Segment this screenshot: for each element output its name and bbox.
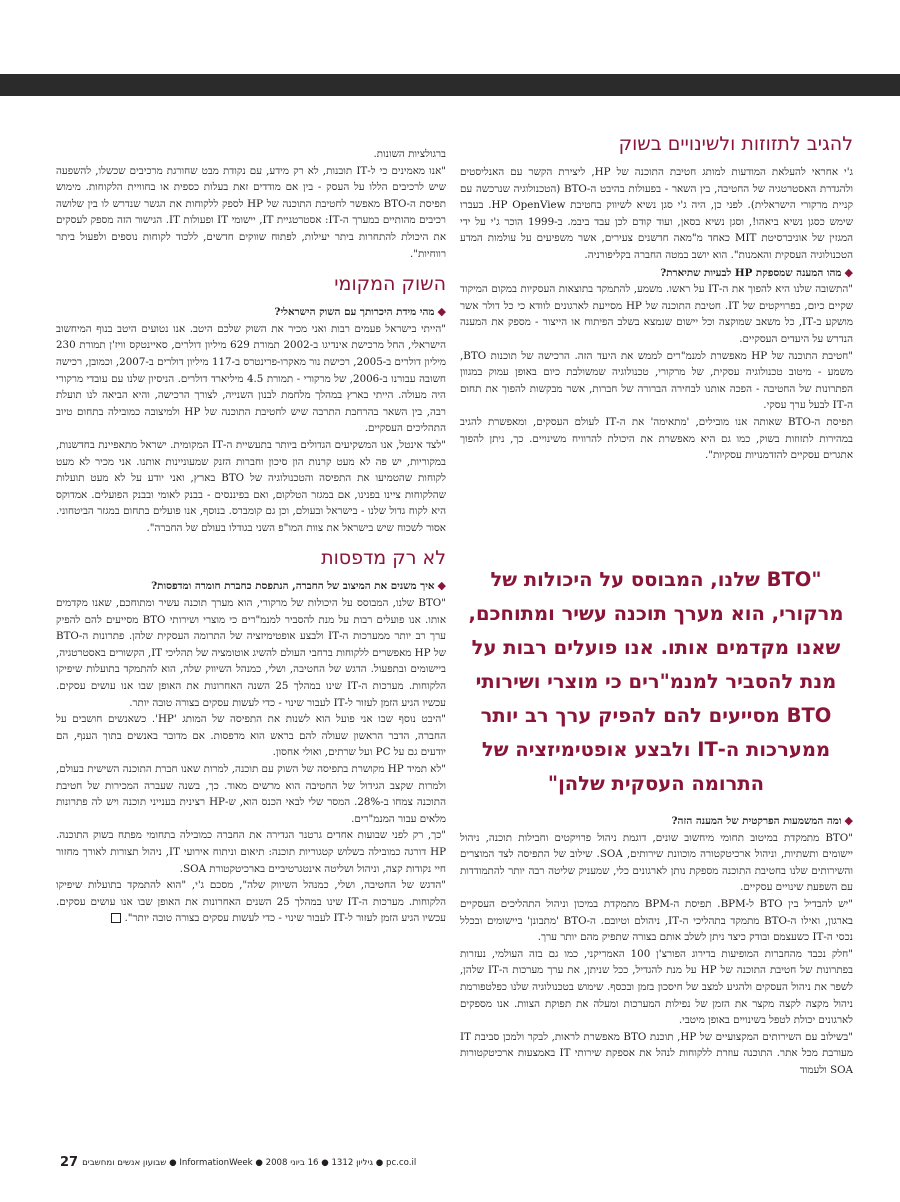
diamond-icon: ◆ bbox=[437, 579, 446, 593]
paragraph: "בשילוב עם השירותים המקצועיים של HP, תוכנת BTO מאפשרת לראות, לבקר ולמכן סביבת IT מעורבת מכל אתר. התוכנה עוזרת ללקוחות לנהל את אספקת שירותי IT באמצעות ארכיטקטורות SOA ולעמוד bbox=[460, 1030, 853, 1076]
left-column bbox=[56, 146, 446, 927]
paragraph: "היבט נוסף שבו אני פועל הוא לשנות את התפיסה של המותג 'HP'. כשאנשים חושבים על החברה, הדבר הראשון שעולה להם בראש הוא מדפסות. אם מדובר באנשים בתוך הענף, הם יודעים גם על PC ועל שרתים, ואולי אחסון. bbox=[56, 713, 446, 759]
diamond-icon: ◆ bbox=[844, 265, 853, 279]
section-title: לא רק מדפסות bbox=[321, 547, 446, 570]
question: ◆איך משנים את המיצוב של החברה, הנתפסת כחברת חומרה ומדפסות? bbox=[151, 579, 446, 593]
paragraph: "הייתי בישראל פעמים רבות ואני מכיר את השוק שלכם היטב. אנו נטועים היטב בנוף המיחשוב הישראלי, החל מרכישת אינדיגו ב-2002 תמורת 629 מיליון דולרים, סאיינטקס וויז'ן תמורת 230 מיליון דולרים ב-2005, רכישת נור מאקרו-פרינטרס ב-117 מיליון דולרים ב-2007, וכמובן, רכישה חשובה עבורנו ב-2006, של מרקורי - תמורת 4.5 מיליארד דולרים. הניסיון שלנו עם עובדי מרקורי היה מעולה. הייתי בארץ במהלך מלחמת לבנון השנייה, לצורך הרכישה, והיא הביאה לנו תועלת רבה, בין השאר בהרחבת התרבה שיש לחטיבת התוכנה של HP ולמיצובה כמובילה בתחום טיוב התהליכים העסקיים. bbox=[56, 322, 447, 435]
diamond-icon: ◆ bbox=[844, 814, 853, 827]
paragraph: "הדגש של החטיבה, ושלי, כמנהל השיווק שלה", מסכם ג'י, "הוא להתמקד בתועלות שיפיקו הלקוחות. מערכות ה-IT שינו במהלך 25 השנים האחרונות את האופן שבו אנו עושים עסקים. עכשיו הגיע הזמן לעזור ל-IT לעבור שינוי - כדי לעשות עסקים בצורה טובה יותר". bbox=[56, 879, 446, 925]
paragraph: "כך, רק לפני שבועות אחדים גרטנר הגדירה את החברה כמובילה בתחומי מפתח בשוק התוכנה. HP דורגה כמובילה בשלוש קטגוריות תוכנה: תיאום וניתוח אירועי IT, ניהול תצורות לאורך מחזור חיי נקודות קצה, וניהול ושליטה אינטגרטיביים בארכיטקטורת SOA. bbox=[56, 829, 447, 875]
paragraph: "BTO שלנו, המבוסס על היכולות של מרקורי, הוא מערך תוכנה עשיר ומתוחכם, שאנו מקדמים אותו. אנו פועלים רבות על מנת להסביר למנמ"רים כי מוצרי ושירותי BTO מסייעים להם להפיק ערך רב יותר ממערכות ה-IT ולבצע אופטימיזציה של התרומה העסקית שלהן. פתרונות ה-BTO של HP מאפשרים ללקוחות ברחבי העולם להשיג אוטומציה של תהליכי IT, הקשורים באסטרטגיה, ביישומים ובתפעול. הדגש של החטיבה, ושלי, כמנהל השיווק שלה, הוא להתמקד בתועלות שיפיקו הלקוחות. מערכות ה-IT שינו במהלך 25 השנה האחרונות את האופן שבו אנו עושים עסקים. עכשיו הגיע הזמן לעזור ל-IT לעבור שינוי - כדי לעשות עסקים בצורה טובה יותר. bbox=[56, 597, 447, 709]
paragraph: "התשובה שלנו היא להפוך את ה-IT על ראשו. משמע, להתמקד בתוצאות העסקיות במקום המיקוד שקיים כיום, בפרויקטים של IT. חטיבת התוכנה של HP מסייעת לארגונים לוודא כי כל דולר אשר מושקע ב-IT, כל משאב שמוקצה וכל יישום שנמצא בשלב הפיתוח או הייצור - מספק את המענה הנדרש על היעדים העסקיים. bbox=[460, 283, 853, 345]
page-number: 27 bbox=[60, 1155, 79, 1170]
paragraph: "BTO מתמקדת במיטוב תחומי מיחשוב שונים, דוגמת ניהול פרויקטים וחבילות תוכנה, ניהול יישומים ותשתיות, וניהול ארכיטקטורה מוכוונת שירותים, SOA. שילוב של התפיסה לצד המוצרים והשירותים שלנו בחטיבת התוכנה מספקת נותן לארגונים כלי, שמעניק שליטה רבה יותר להתמודדות עם השפעת שינויים עסקיים. bbox=[460, 831, 853, 894]
paragraph: ג'י אחראי להעלאת המודעות למותג חטיבת התוכנה של HP, ליצירת הקשר עם האנליסטים ולהגדרת האסטרטגיה של החטיבה, בין השאר - בפעולות בהיבט ה-BTO (הטכנולוגיה שנרכשה עם קניית מרקורי הישראלית). לפני כן, היה ג'י סגן נשיא לשיווק בחטיבת HP OpenView. בעברו שימש כסגן נשיא ביאהו!, וסגן נשיא בסאן, ועוד קודם לכן עבד ביבמ. ב-1999 הוכר ג'י על ידי המגזין של אוניברסיטת MIT כאחד מ"מאה חדשנים צעירים, אשר משפיעים על עולמות המדע הטכנולוגיה העסקית והאמנות". הוא יושב במטה החברה בקליפורניה. bbox=[460, 166, 854, 261]
paragraph: "אנו מאמינים כי ל-IT תובנות, לא רק מידע, עם נקודת מבט שחורגת מרכיבים שכשלו, להשפעה שיש לרכיבים הללו על העסק - בין אם מודדים זאת בעלות כספית או בחוויית הלקוחות. מימוש תפיסת ה-BTO מאפשר לחטיבת התוכנה של HP לספק ללקוחות את הגשר שנדרש לו בין שלושה רכיבים מהותיים במערך ה-IT: אסטרטגיית IT, יישומי IT ופעולות IT. הגישור הזה מספק לעסקים את היכולת להתחרות ביתר יעילות, לפתוח שווקים חדשים, ללכוד לקוחות נוספים ולפעול ביתר רווחיות". bbox=[56, 164, 447, 260]
end-mark-icon bbox=[111, 913, 121, 923]
paragraph: "חטיבת התוכנה של HP מאפשרת למנמ"רים לממש את היעד הזה. הרכישה של תוכנות BTO, משמע - מיטוב טכנולוגיה עסקית, של מרקורי, טכנולוגיה שמשולבת כיום באופן עמוק במגוון הפתרונות של החטיבה - הפכה אותנו לבחירה הברורה של חברות, אשר מבקשות להפוך את תחום ה-IT לבעל ערך עסקי. bbox=[460, 349, 853, 412]
diamond-icon: ◆ bbox=[437, 305, 446, 319]
section-title: להגיב לתזוזות ולשינויים בשוק bbox=[618, 133, 853, 155]
paragraph: "יש להבדיל בין BTO ל-BPM. תפיסת ה-BPM מתמקדת במיכון וניהול התהליכים העסקיים בארגון, ואילו ה-BTO מתמקד בתהליכי ה-IT, ניהולם וטיובם. ה-BTO 'מתבונן' ביישומים ובכלל נכסי ה-IT כשעצמם ובודק כיצד ניתן לשלב אותם בצורה שתפיק מהם יותר ערך. bbox=[460, 897, 853, 944]
footer-text: pc.co.il ● גיליון 1312 ● 16 ביוני 2008 ● InformationWeek ● שבועון אנשים ומחשבים bbox=[82, 1157, 417, 1168]
footer-info bbox=[56, 1155, 416, 1170]
question: ◆מהו המענה שמספקת HP לבעיות שתיארת? bbox=[660, 265, 853, 279]
right-column-lower bbox=[460, 812, 853, 1079]
paragraph: "חלק נכבד מהחברות המופיעות בדירוג הפורצ'ן 100 האמריקני, כמו גם בזה העולמי, נעזרות בפתרונות של חטיבת התוכנה של HP על מנת להגדיל, ככל שניתן, את ערך מערכות ה-IT שלהן, לשפר את ניהול העסקים ולהגיע למצב של חיסכון בזמן ובכסף. שימוש בטכנולוגיה שלנו כפלטפורמת ניהול מקצה לקצה מקצר את הזמן של נפילות המערכות ומעלה את תפוקת הצוות. אנו מספקים לארגונים יכולת לטפל בשינויים באופן מיטבי. bbox=[460, 947, 853, 1027]
paragraph: "לצד אינטל, אנו המשקיעים הגדולים ביותר בתעשיית ה-IT המקומית. ישראל מתאפיינת בחדשנות, במקוריות, יש פה לא מעט קרנות הון סיכון וחברות הזנק שמעוניינות אותנו. אני מכיר לא מעט לקוחות שהטמיעו את התפיסה והטכנולוגיה של BTO בארץ, ואני יודע על לא מעט תועלות שהלקוחות ציינו בפנינו, אם במגזר הטלקום, ואם בפיננסים - בבנק לאומי ובבנק הפועלים. אמדוקס היא לקוח גדול שלנו - בישראל ובעולם, וכן גם קומברס. בנוסף, אנו פועלים בתחום במגזר הביטחוני. אסור לשכוח שיש בישראל את צוות המו"פ השני בגודלו בעולם של החברה". bbox=[56, 438, 447, 534]
header-band bbox=[0, 74, 900, 96]
right-column bbox=[460, 132, 853, 464]
question: ◆מהי מידת היכרותך עם השוק הישראלי? bbox=[274, 305, 446, 319]
section-title: השוק המקומי bbox=[334, 273, 446, 296]
paragraph: תפיסת ה-BTO שאותה אנו מובילים, 'מתאימה' את ה-IT לעולם העסקים, ומאפשרת להגיב במהירות לתזוזות בשוק, כמו גם היא מאפשרת את היכולת להרוויח משינויים. כך, ניתן להפוך אתגרים עסקיים להזדמנויות עסקיות". bbox=[460, 415, 853, 462]
paragraph: ברגולציות השונות. bbox=[373, 148, 446, 160]
question: ◆ומה המשמעות הפרקטית של המענה הזה? bbox=[671, 814, 853, 827]
paragraph: "לא תמיד HP מקושרת בתפיסה של השוק עם תוכנה, למרות שאנו חברת התוכנה השישית בעולם, ולמרות שקצב הגידול של החטיבה הוא מרשים מאוד. כך, בשנה שעברה המכירות של חטיבת התוכנה צמחו ב-28%. המסר שלי לבאי הכנס הוא, ש-HP רצינית בענייני תוכנה ויש לה פתרונות מלאים עבור המנמ"רים. bbox=[56, 763, 446, 825]
page-footer bbox=[56, 1155, 853, 1170]
pull-quote: "BTO שלנו, המבוסס על היכולות של מרקורי, הוא מערך תוכנה עשיר ומתוחכם, שאנו מקדמים אותו. אנו פועלים רבות על מנת להסביר למנמ"רים כי מוצרי ושירותי BTO מסייעים להם להפיק ערך רב יותר ממערכות ה-IT ולבצע אופטימיזציה של התרומה העסקית שלהן" bbox=[468, 568, 844, 795]
